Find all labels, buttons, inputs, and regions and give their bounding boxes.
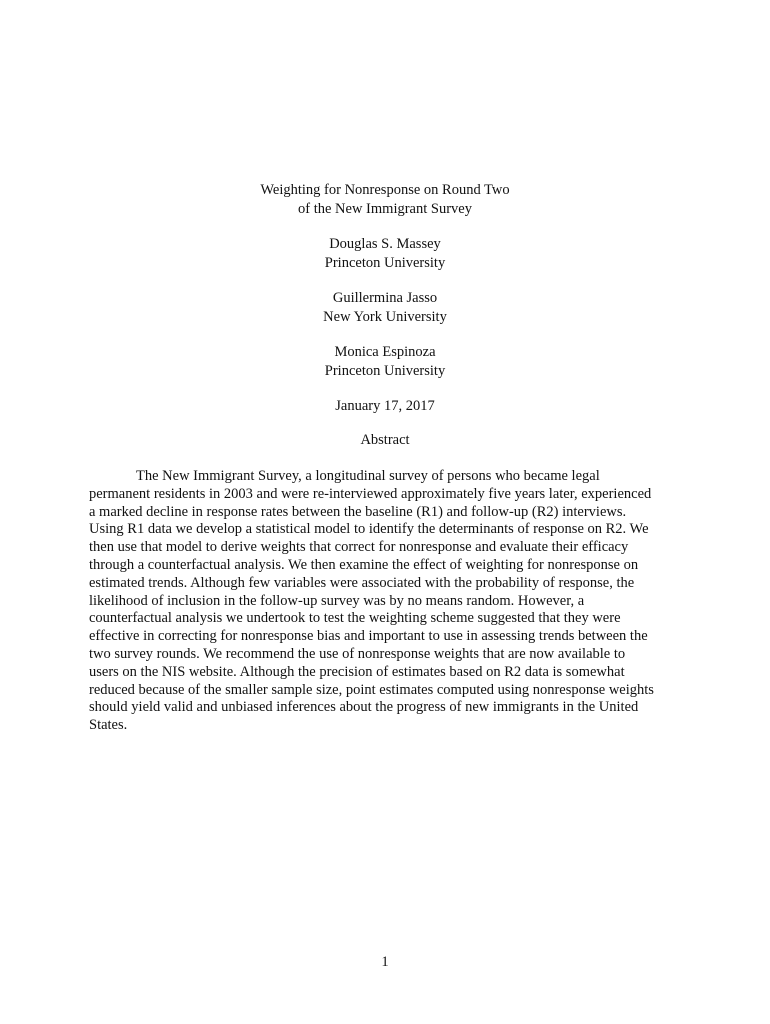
title-block [0, 181, 770, 416]
abstract-heading: Abstract [360, 432, 410, 448]
abstract-line: counterfactual analysis we undertook to test the weighting scheme suggested that they were [89, 610, 621, 627]
page-number: 1 [381, 954, 389, 970]
abstract-line: effective in correcting for nonresponse bias and important to use in assessing trends between the [89, 628, 648, 645]
abstract-line: permanent residents in 2003 and were re-interviewed approximately five years later, experienced [89, 485, 652, 502]
author-name: Monica Espinoza [334, 344, 436, 360]
author-affiliation: New York University [323, 309, 447, 325]
abstract-line: reduced because of the smaller sample size, point estimates computed using nonresponse weights [89, 681, 654, 698]
author-affiliation: Princeton University [324, 255, 446, 271]
paper-title-line-1: Weighting for Nonresponse on Round Two [260, 182, 510, 198]
abstract-line: a marked decline in response rates between the baseline (R1) and follow-up (R2) interviews. [89, 503, 627, 520]
abstract-body [89, 468, 682, 735]
paper-title-line-2: of the New Immigrant Survey [298, 201, 472, 217]
abstract-line: through a counterfactual analysis. We then examine the effect of weighting for nonresponse on [89, 556, 639, 573]
author-3 [0, 343, 770, 381]
abstract-line: then use that model to derive weights that correct for nonresponse and evaluate their efficacy [89, 539, 629, 556]
abstract-line: The New Immigrant Survey, a longitudinal survey of persons who became legal [136, 468, 600, 484]
author-1 [0, 235, 770, 273]
paper-date: January 17, 2017 [335, 398, 435, 414]
abstract-line: users on the NIS website. Although the precision of estimates based on R2 data is somewhat [89, 663, 625, 680]
abstract-line: likelihood of inclusion in the follow-up survey was by no means random. However, a [89, 592, 585, 609]
author-affiliation: Princeton University [324, 363, 446, 379]
author-2 [0, 289, 770, 327]
author-name: Douglas S. Massey [329, 236, 441, 252]
author-name: Guillermina Jasso [332, 290, 438, 306]
abstract-line: Using R1 data we develop a statistical model to identify the determinants of response on R2. We [89, 521, 649, 538]
abstract-line: should yield valid and unbiased inferences about the progress of new immigrants in the United [89, 699, 639, 716]
abstract-line: two survey rounds. We recommend the use of nonresponse weights that are now available to [89, 645, 626, 662]
abstract-line: States. [89, 717, 128, 734]
abstract-line: estimated trends. Although few variables were associated with the probability of response, the [89, 574, 635, 591]
